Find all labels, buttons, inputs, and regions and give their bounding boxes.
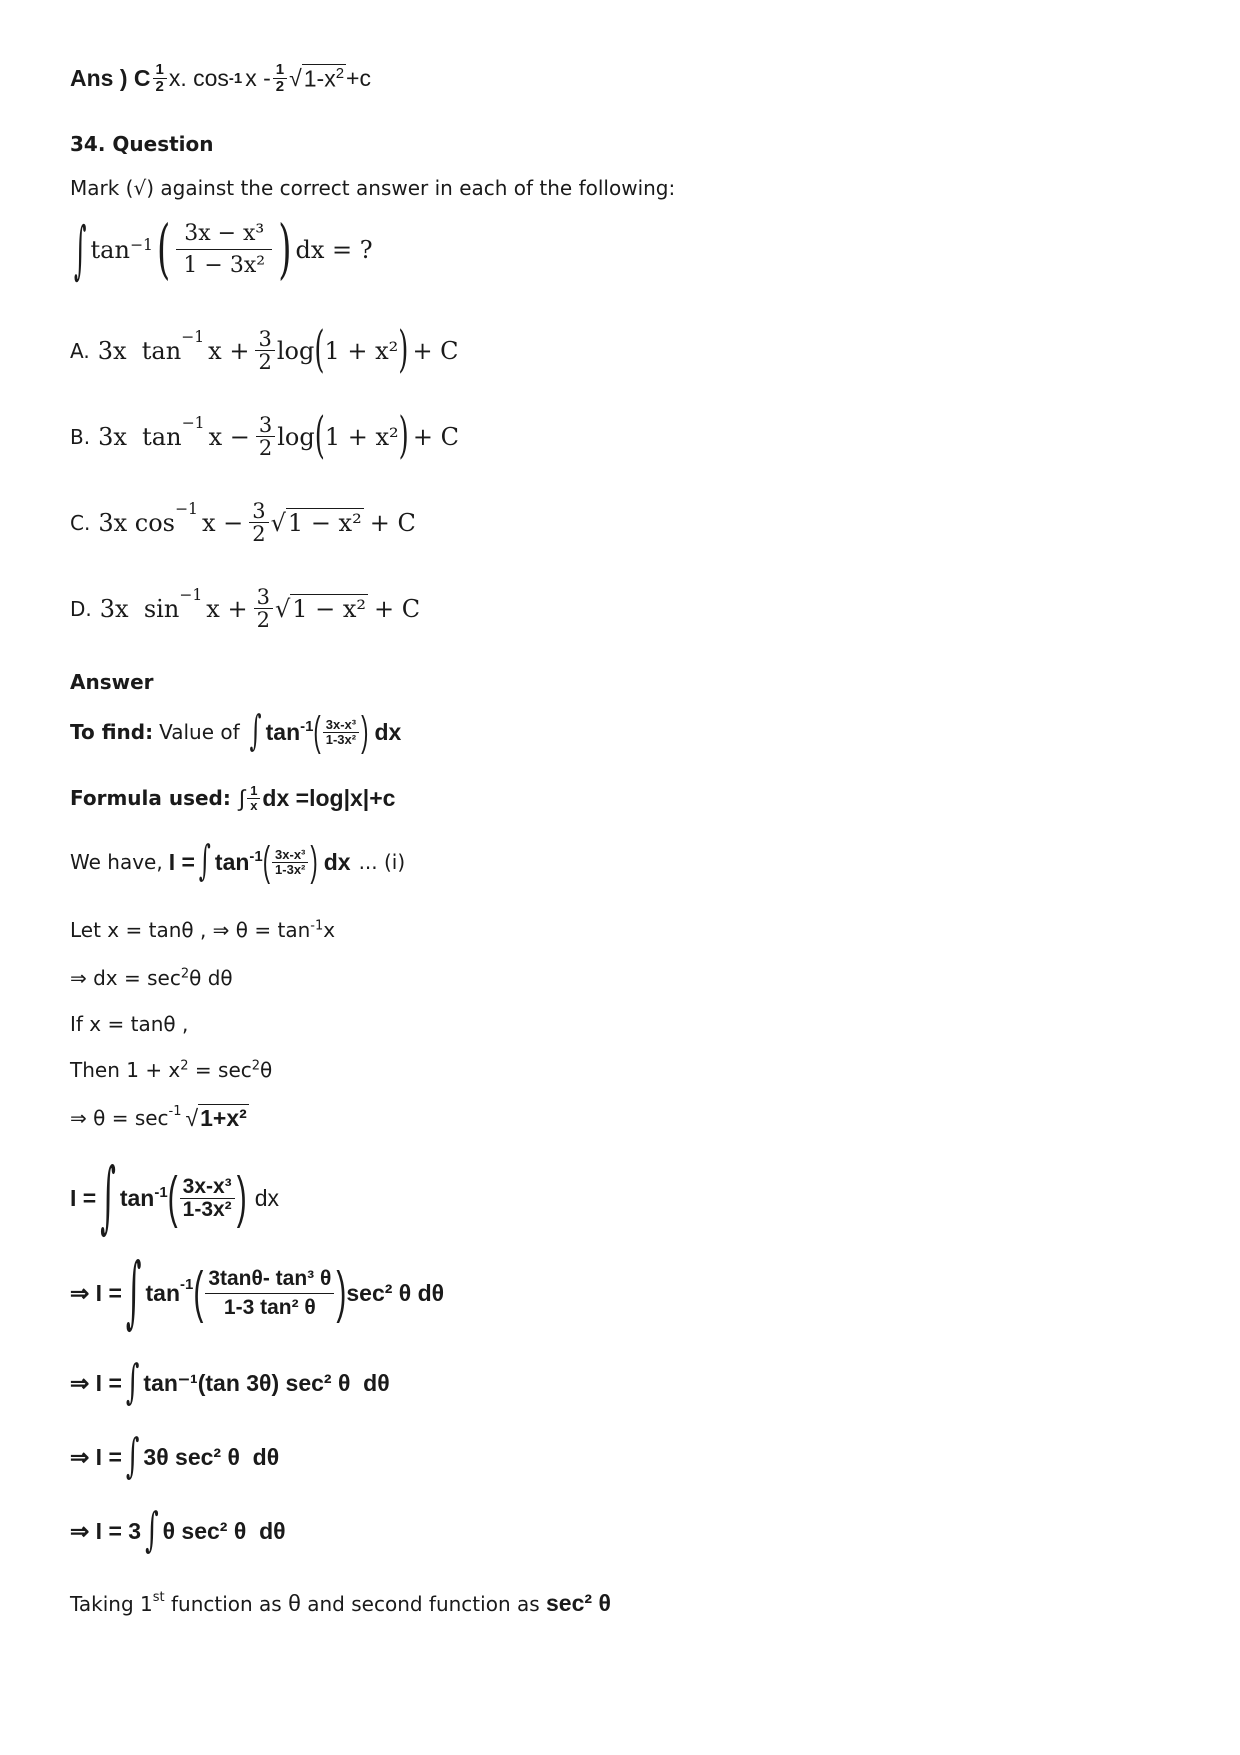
equation-ref: ... (i) bbox=[358, 850, 406, 875]
option-label: B. bbox=[70, 424, 91, 449]
fraction: $\frac{3}{2}$ bbox=[256, 414, 275, 459]
option-label: D. bbox=[70, 596, 92, 621]
step-1: I = ∫ tan $^{-1}$ ( $\frac{\text{3x-x³}}{\text{1-3x²}}$ ) dx bbox=[70, 1153, 279, 1245]
previous-answer: Ans ) C $\frac{1}{2}$ x. cos -1 x - $\frac{1}{2}$ √ $1-x^2$ +c bbox=[70, 61, 371, 95]
to-find-text: Value of bbox=[159, 720, 240, 745]
taking-line: Taking 1 $^{st}$ function as θ and second function as sec² θ bbox=[70, 1590, 611, 1616]
to-find-line: To find: Value of ∫ tan $^{-1}$ ( $\frac{\text{3x-x³}}{\text{1-3x²}}$ ) dx bbox=[70, 707, 402, 756]
formula-label: Formula used: bbox=[70, 786, 231, 811]
fraction: $\frac{\text{3x − x³}}{\text{1 − 3x²}}$ bbox=[176, 222, 272, 277]
question-instruction: Mark (√) against the correct answer in each of the following: bbox=[70, 176, 676, 200]
superscript: −1 bbox=[129, 236, 153, 254]
fraction: $\frac{3}{2}$ bbox=[249, 500, 268, 545]
we-have-line: We have, I = ∫ tan $^{-1}$ ( $\frac{\text{3x-x³}}{\text{1-3x²}}$ ) dx ... (i) bbox=[70, 837, 406, 886]
fraction: $\frac{\text{3x-x³}}{\text{1-3x²}}$ bbox=[180, 1176, 235, 1221]
expr-text: x - bbox=[245, 64, 271, 91]
answer-heading: Answer bbox=[70, 670, 154, 694]
if-line: If x = tanθ , bbox=[70, 1012, 189, 1036]
fraction: $\frac{\text{3x-x³}}{\text{1-3x²}}$ bbox=[323, 718, 359, 746]
option-d[interactable]: D. 3x sin $^{-1}$ x + $\frac{3}{2}$ √ 1 − x² + C bbox=[70, 585, 421, 633]
radical: 1+x² bbox=[200, 1105, 247, 1131]
option-label: C. bbox=[70, 510, 91, 535]
dx-line: ⇒ dx = $\sec^2\theta$ dθ bbox=[70, 966, 233, 990]
step-5: ⇒ I = 3 ∫ θ sec² θ dθ bbox=[70, 1504, 286, 1558]
to-find-label: To find: bbox=[70, 720, 154, 745]
let-line: Let x = tanθ , ⇒ $\theta = \tan^{-1}x$ bbox=[70, 918, 336, 942]
func-text: tan bbox=[90, 235, 130, 264]
radical: 1 − x² bbox=[287, 509, 362, 538]
step-2: ⇒ I = ∫ tan $^{-1}$ ( $\frac{\text{3tanθ- tan³ θ}}{\text{1-3 tan² θ}}$ ) sec² θ dθ bbox=[70, 1248, 445, 1340]
question-integral: ∫ tan −1 ( $\frac{\text{3x − x³}}{\text{1 − 3x²}}$ ) dx = ? bbox=[74, 211, 373, 288]
option-label: A. bbox=[70, 338, 90, 363]
fraction: $\frac{3}{2}$ bbox=[254, 586, 273, 631]
formula-line: Formula used: ∫ $\frac{1}{x}$ dx =log|x|+c bbox=[70, 783, 396, 813]
expr-text: +c bbox=[346, 64, 371, 91]
expr-text: dx = ? bbox=[295, 235, 373, 264]
option-b[interactable]: B. 3x tan $^{-1}$ x − $\frac{3}{2}$ log ( 1 + x² ) + C bbox=[70, 408, 459, 466]
option-c[interactable]: C. 3x cos $^{-1}$ x − $\frac{3}{2}$ √ 1 − x² + C bbox=[70, 499, 416, 547]
expr-text: x. cos bbox=[168, 64, 229, 91]
radical: 1 − x² bbox=[292, 595, 367, 624]
fraction: $\frac{1}{2}$ bbox=[273, 62, 287, 95]
fraction: $\frac{\text{3tanθ- tan³ θ}}{\text{1-3 tan² θ}}$ bbox=[205, 1268, 334, 1319]
fraction: $\frac{1}{x}$ bbox=[247, 784, 260, 812]
radical: $1-x^2$ bbox=[303, 64, 345, 92]
we-have-text: We have, bbox=[70, 850, 163, 875]
answer-label: Ans ) C bbox=[70, 64, 151, 91]
fraction: $\frac{1}{2}$ bbox=[153, 62, 167, 95]
theta-line: ⇒ θ = sec $^{-1}$ √ 1+x² bbox=[70, 1104, 247, 1131]
option-a[interactable]: A. 3x tan $^{-1}$ x + $\frac{3}{2}$ log ( 1 + x² ) + C bbox=[70, 322, 459, 380]
fraction: $\frac{3}{2}$ bbox=[255, 328, 274, 373]
step-4: ⇒ I = ∫ 3θ sec² θ dθ bbox=[70, 1430, 280, 1484]
step-3: ⇒ I = ∫ tan⁻¹(tan 3θ) sec² θ dθ bbox=[70, 1356, 390, 1410]
then-line: Then $1 + x^2 = \sec^2\theta$ bbox=[70, 1058, 273, 1082]
superscript: -1 bbox=[228, 69, 243, 87]
fraction: $\frac{\text{3x-x³}}{\text{1-3x²}}$ bbox=[272, 848, 308, 876]
question-number: 34. Question bbox=[70, 132, 214, 156]
